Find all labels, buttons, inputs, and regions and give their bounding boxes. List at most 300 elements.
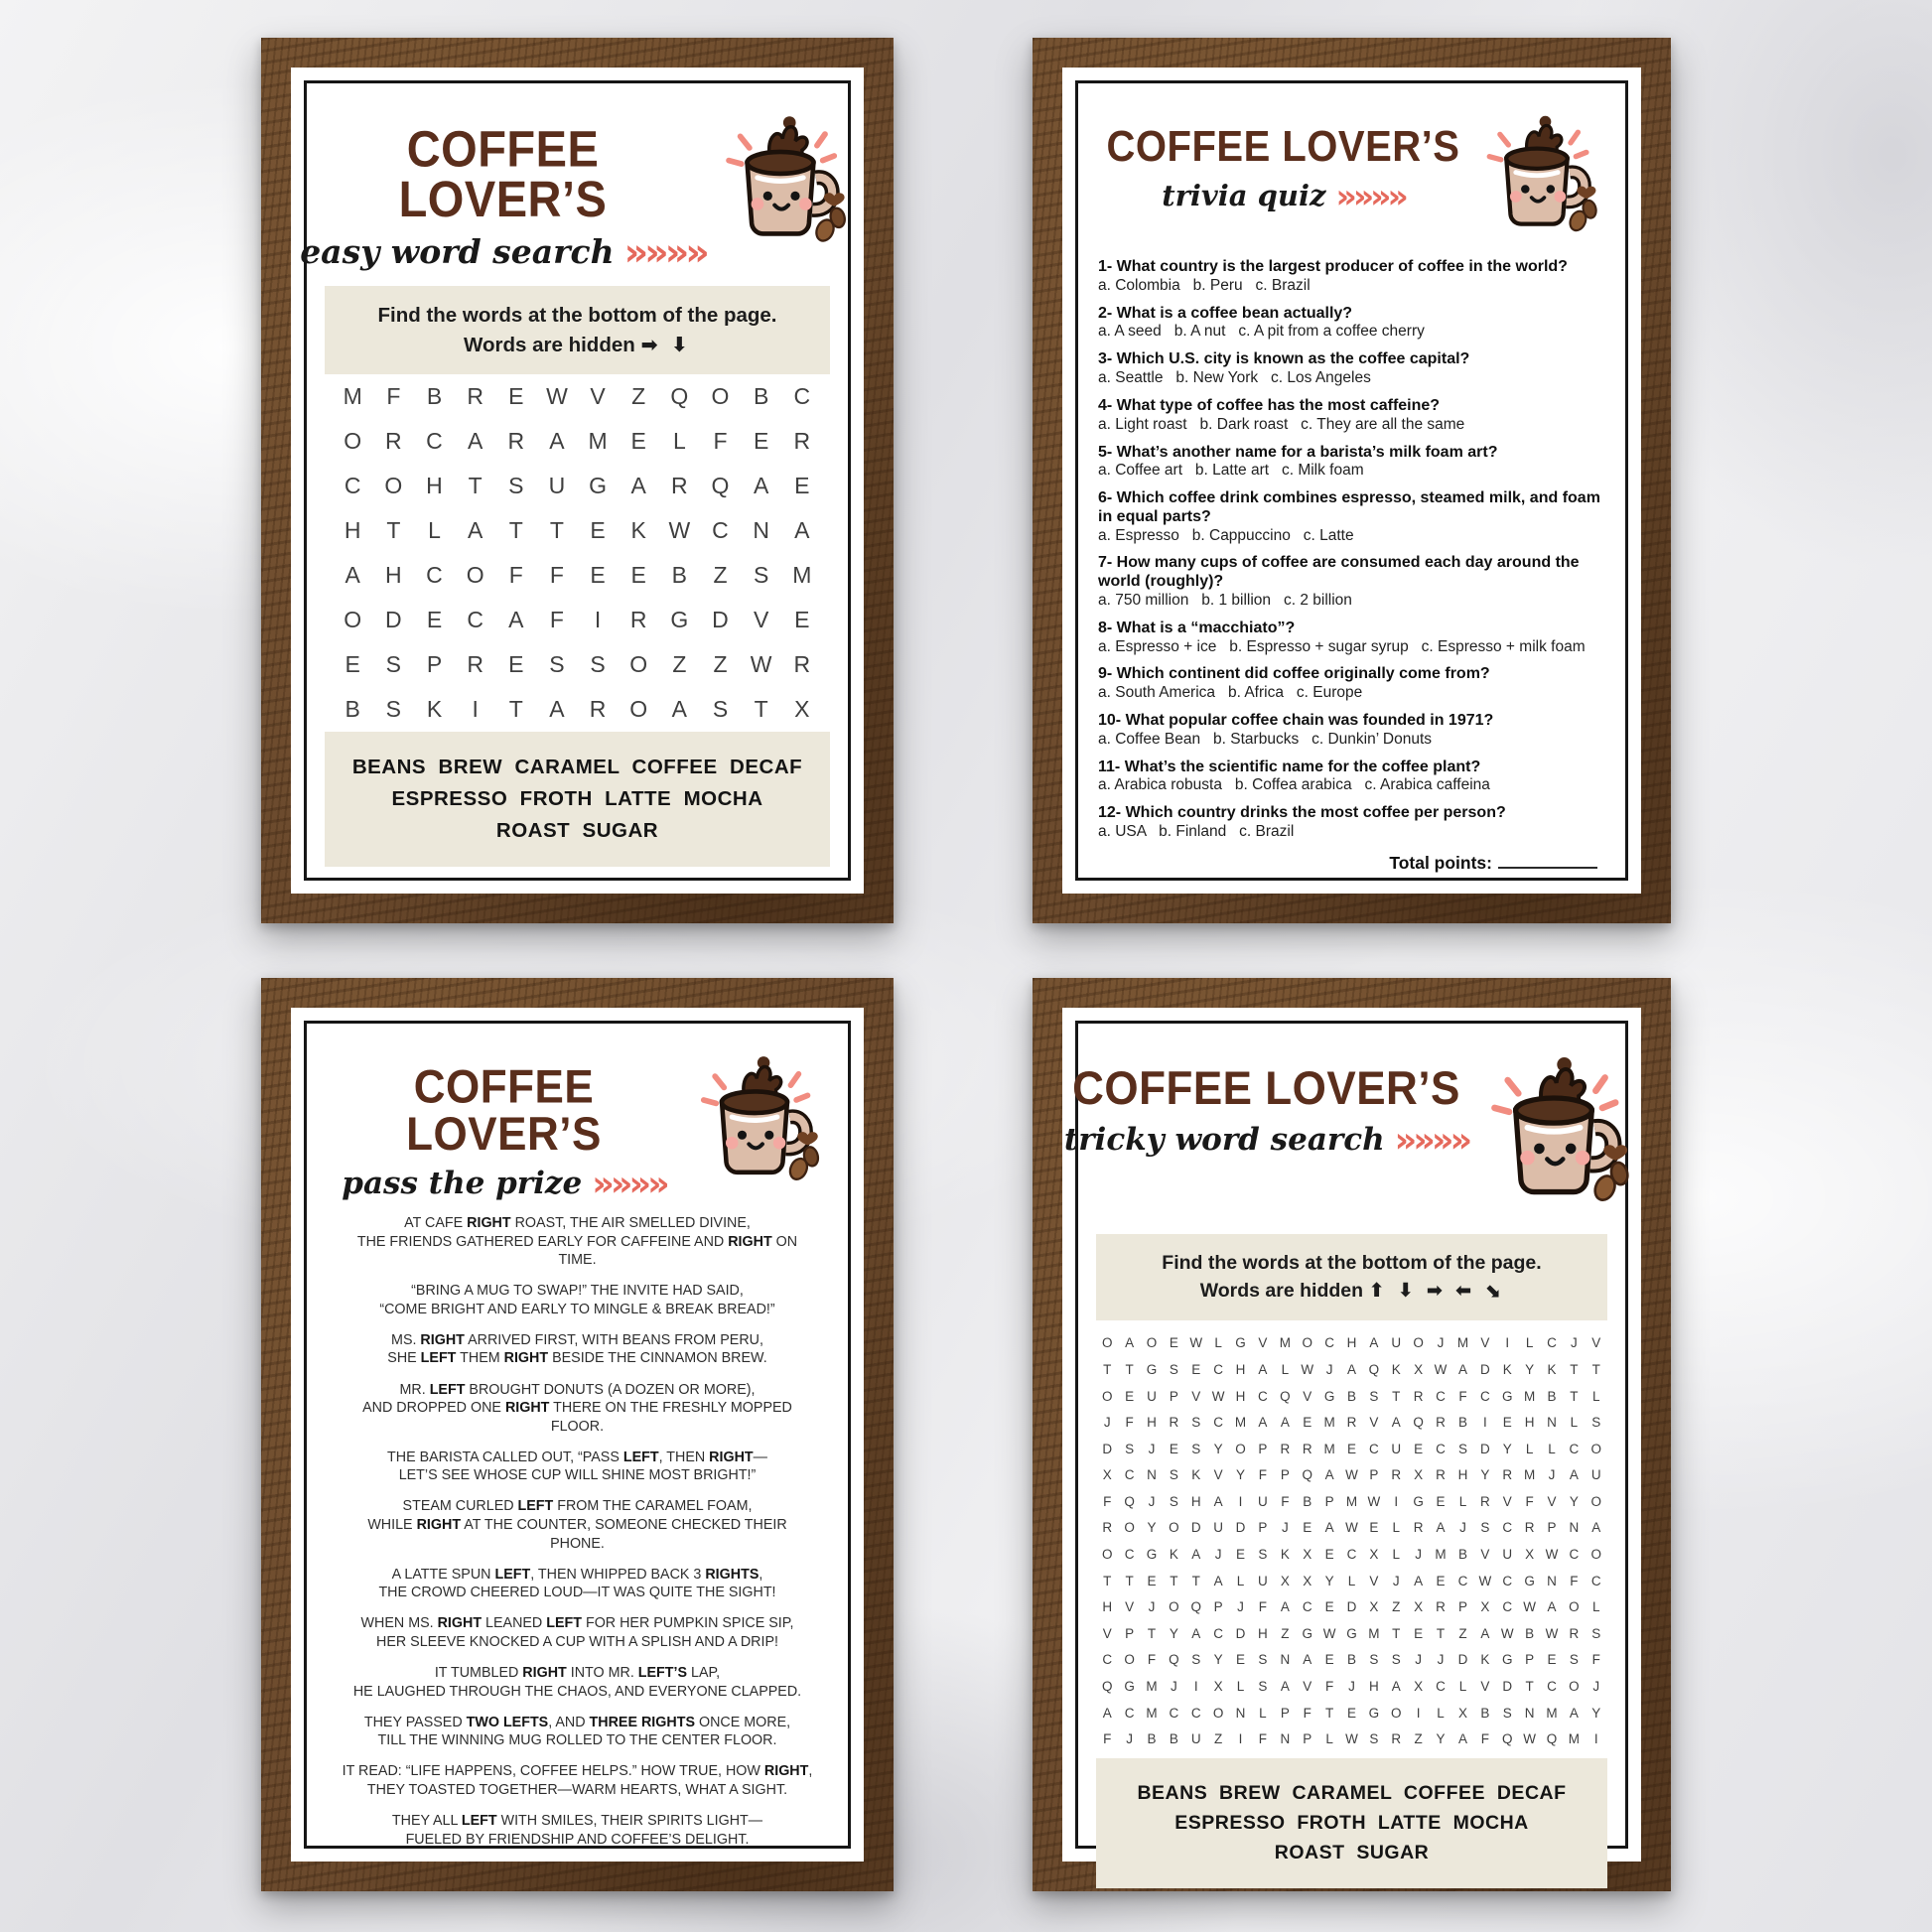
grid-letter: L <box>1259 1705 1267 1721</box>
grid-letter: W <box>1322 1625 1336 1641</box>
grid-letter: T <box>468 473 483 499</box>
grid-letter: D <box>1235 1520 1246 1536</box>
grid-letter: F <box>1103 1493 1112 1509</box>
poem-stanza: THEY PASSED TWO LEFTS, AND THREE RIGHTS ONCE MORE, TILL THE WINNING MUG ROLLED TO THE CENTER FLOOR. <box>363 1714 791 1749</box>
grid-letter: L <box>1236 1573 1245 1588</box>
grid-letter: S <box>1258 1652 1268 1668</box>
grid-letter: M <box>792 562 812 589</box>
grid-letter: I <box>1593 1731 1598 1747</box>
word-list-line: BEANS BREW CARAMEL COFFEE DECAF <box>1137 1782 1567 1805</box>
grid-letter: R <box>1413 1520 1424 1536</box>
grid-letter: W <box>668 517 691 544</box>
grid-letter: O <box>1235 1441 1246 1456</box>
grid-letter: P <box>1169 1388 1178 1404</box>
total-points-row <box>1096 851 1607 878</box>
grid-letter: V <box>1213 1467 1223 1483</box>
grid-letter: P <box>1280 1705 1290 1721</box>
grid-letter: S <box>1569 1652 1579 1668</box>
grid-letter: Q <box>670 383 689 410</box>
card-subtitle: easy word search <box>300 232 615 271</box>
grid-letter: F <box>1125 1415 1134 1431</box>
grid-letter: L <box>1570 1415 1579 1431</box>
grid-letter: E <box>1346 1441 1356 1456</box>
grid-letter: C <box>1213 1415 1224 1431</box>
grid-letter: A <box>1324 1520 1334 1536</box>
grid-letter: Z <box>1214 1731 1223 1747</box>
grid-letter: S <box>1591 1625 1601 1641</box>
grid-letter: V <box>1480 1335 1490 1351</box>
grid-letter: C <box>1324 1335 1334 1351</box>
grid-letter: C <box>1547 1335 1557 1351</box>
grid-letter: B <box>671 562 688 589</box>
question-text: 3- Which U.S. city is known as the coffee capital? <box>1098 350 1470 368</box>
grid-letter: H <box>1524 1415 1535 1431</box>
grid-letter: T <box>1147 1625 1157 1641</box>
grid-letter: T <box>1591 1361 1600 1377</box>
grid-letter: R <box>1346 1415 1357 1431</box>
grid-letter: O <box>1101 1335 1113 1351</box>
instruction-band <box>1096 1234 1607 1320</box>
grid-letter: R <box>1169 1415 1179 1431</box>
grid-letter: A <box>1191 1547 1201 1563</box>
grid-letter: H <box>1190 1493 1201 1509</box>
word-search-grid <box>333 374 823 732</box>
grid-letter: A <box>1569 1705 1579 1721</box>
card-paper <box>1062 1008 1641 1862</box>
grid-letter: W <box>1545 1547 1559 1563</box>
grid-letter: R <box>629 607 647 633</box>
grid-letter: J <box>1392 1573 1400 1588</box>
grid-letter: M <box>1523 1388 1536 1404</box>
grid-letter: U <box>1258 1573 1268 1588</box>
word-list-line: ROAST SUGAR <box>1274 1842 1430 1864</box>
grid-letter: A <box>1125 1335 1135 1351</box>
grid-letter: A <box>549 696 565 723</box>
instruction-band <box>325 286 830 374</box>
grid-letter: L <box>1347 1573 1356 1588</box>
grid-letter: T <box>1324 1705 1334 1721</box>
grid-letter: F <box>1525 1493 1534 1509</box>
grid-letter: C <box>426 428 443 455</box>
grid-letter: O <box>1391 1705 1402 1721</box>
grid-letter: U <box>1391 1441 1402 1456</box>
grid-letter: P <box>1525 1652 1535 1668</box>
grid-letter: G <box>1346 1625 1357 1641</box>
grid-letter: L <box>1458 1679 1467 1695</box>
grid-letter: M <box>1435 1547 1447 1563</box>
grid-letter: D <box>1102 1441 1113 1456</box>
grid-letter: K <box>1280 1547 1290 1563</box>
title-block <box>1064 1051 1468 1161</box>
grid-letter: Q <box>1413 1415 1424 1431</box>
grid-letter: P <box>1303 1731 1312 1747</box>
grid-letter: P <box>1258 1520 1268 1536</box>
grid-letter: K <box>1480 1652 1490 1668</box>
grid-letter: H <box>1235 1388 1246 1404</box>
grid-letter: A <box>1414 1573 1424 1588</box>
grid-letter: Z <box>1458 1625 1467 1641</box>
grid-letter: M <box>1146 1705 1158 1721</box>
word-list-line: BEANS BREW CARAMEL COFFEE DECAF <box>351 756 803 779</box>
grid-letter: L <box>428 517 441 544</box>
direction-arrows-icon: ⬆ ⬇ ➡ ⬅ ⬊ <box>1368 1279 1504 1303</box>
subtitle-row <box>1064 1121 1468 1161</box>
grid-letter: B <box>1480 1705 1490 1721</box>
grid-letter: O <box>1569 1679 1580 1695</box>
card-title: COFFEE LOVER’S <box>406 1060 602 1161</box>
grid-letter: A <box>1280 1415 1290 1431</box>
grid-letter: E <box>1147 1573 1157 1588</box>
answer-options: a. Coffee art b. Latte art c. Milk foam <box>1098 462 1364 480</box>
grid-letter: J <box>1325 1361 1333 1377</box>
grid-letter: V <box>1369 1573 1379 1588</box>
grid-letter: J <box>1148 1599 1156 1615</box>
grid-letter: E <box>1303 1520 1312 1536</box>
quiz-question <box>1098 759 1605 796</box>
grid-letter: V <box>1258 1335 1268 1351</box>
instruction-line1: Find the words at the bottom of the page. <box>1162 1252 1542 1274</box>
grid-letter: C <box>1436 1388 1446 1404</box>
grid-letter: U <box>548 473 566 499</box>
grid-letter: I <box>1505 1335 1510 1351</box>
grid-letter: E <box>1369 1520 1379 1536</box>
grid-letter: O <box>1302 1335 1312 1351</box>
grid-letter: A <box>549 428 565 455</box>
grid-letter: G <box>1501 1652 1513 1668</box>
grid-letter: R <box>467 383 483 410</box>
grid-letter: R <box>507 428 525 455</box>
grid-letter: V <box>1480 1679 1490 1695</box>
grid-letter: J <box>1148 1493 1156 1509</box>
grid-letter: X <box>1480 1599 1490 1615</box>
grid-letter: F <box>386 383 401 410</box>
grid-letter: A <box>1346 1361 1356 1377</box>
grid-letter: X <box>1369 1599 1379 1615</box>
grid-letter: S <box>1369 1388 1379 1404</box>
grid-letter: R <box>793 428 811 455</box>
grid-letter: A <box>1457 1361 1467 1377</box>
poem-stanza: AT CAFE RIGHT ROAST, THE AIR SMELLED DIVINE, THE FRIENDS GATHERED EARLY FOR CAFFEINE AND RIGHT ON TIME. <box>356 1215 798 1269</box>
grid-letter: R <box>1413 1388 1424 1404</box>
grid-letter: A <box>1591 1520 1601 1536</box>
grid-letter: R <box>467 651 483 678</box>
total-points-blank <box>1498 853 1597 869</box>
grid-letter: G <box>1124 1679 1135 1695</box>
grid-letter: N <box>1547 1415 1557 1431</box>
grid-letter: N <box>1569 1520 1580 1536</box>
quiz-question <box>1098 305 1605 343</box>
grid-letter: A <box>1303 1652 1312 1668</box>
grid-letter: S <box>753 562 769 589</box>
grid-letter: Z <box>713 651 728 678</box>
grid-letter: O <box>1101 1388 1113 1404</box>
grid-letter: X <box>1414 1599 1424 1615</box>
grid-letter: L <box>1392 1547 1401 1563</box>
grid-letter: F <box>1258 1599 1268 1615</box>
grid-letter: X <box>1414 1361 1424 1377</box>
answer-options: a. A seed b. A nut c. A pit from a coffee cherry <box>1098 323 1425 341</box>
grid-letter: X <box>1102 1467 1112 1483</box>
grid-letter: A <box>1258 1415 1268 1431</box>
grid-letter: R <box>1391 1467 1402 1483</box>
grid-letter: E <box>1303 1415 1312 1431</box>
grid-letter: A <box>1369 1335 1379 1351</box>
subtitle-row <box>327 1165 681 1204</box>
grid-letter: Y <box>1324 1573 1334 1588</box>
grid-letter: W <box>1211 1388 1225 1404</box>
grid-letter: V <box>1303 1679 1312 1695</box>
grid-letter: F <box>1458 1388 1467 1404</box>
grid-letter: F <box>549 607 564 633</box>
grid-letter: M <box>1523 1467 1536 1483</box>
grid-letter: G <box>1323 1388 1335 1404</box>
grid-letter: A <box>630 473 646 499</box>
card-easy-word-search <box>261 38 894 923</box>
grid-letter: Z <box>713 562 728 589</box>
grid-letter: A <box>1213 1573 1223 1588</box>
grid-letter: K <box>426 696 443 723</box>
grid-letter: J <box>1148 1441 1156 1456</box>
grid-letter: M <box>1568 1731 1581 1747</box>
grid-letter: V <box>1125 1599 1135 1615</box>
grid-letter: R <box>1436 1599 1446 1615</box>
card-paper <box>291 68 864 894</box>
grid-letter: P <box>1280 1467 1290 1483</box>
grid-letter: O <box>1590 1493 1602 1509</box>
poem-stanza: STEAM CURLED LEFT FROM THE CARAMEL FOAM, WHILE RIGHT AT THE COUNTER, SOMEONE CHECKED THEIR PHONE. <box>367 1498 787 1552</box>
grid-letter: U <box>1147 1388 1157 1404</box>
grid-letter: V <box>1502 1493 1512 1509</box>
grid-letter: E <box>590 517 606 544</box>
grid-letter: W <box>1345 1520 1358 1536</box>
grid-letter: E <box>794 473 810 499</box>
grid-letter: C <box>344 473 361 499</box>
grid-letter: O <box>1212 1705 1224 1721</box>
grid-letter: J <box>1437 1335 1445 1351</box>
grid-letter: J <box>1103 1415 1111 1431</box>
grid-letter: V <box>1480 1547 1490 1563</box>
grid-letter: E <box>1236 1547 1246 1563</box>
card-title: COFFEE LOVER’S <box>1072 1062 1460 1115</box>
grid-letter: I <box>472 696 479 723</box>
grid-letter: V <box>1369 1415 1379 1431</box>
grid-letter: A <box>1324 1467 1334 1483</box>
grid-letter: B <box>1147 1731 1157 1747</box>
grid-letter: E <box>1324 1652 1334 1668</box>
grid-letter: H <box>344 517 361 544</box>
grid-letter: M <box>1323 1415 1335 1431</box>
grid-letter: M <box>1146 1679 1158 1695</box>
grid-letter: Y <box>1213 1441 1223 1456</box>
grid-letter: E <box>1324 1547 1334 1563</box>
grid-letter: W <box>1500 1625 1514 1641</box>
poem-stanza: IT READ: “LIFE HAPPENS, COFFEE HELPS.” HOW TRUE, HOW RIGHT, THEY TOASTED TOGETHER—WARM HEARTS, WHAT A SIGHT. <box>342 1763 813 1798</box>
grid-letter: I <box>1394 1493 1399 1509</box>
grid-letter: M <box>1279 1335 1291 1351</box>
grid-letter: S <box>1191 1415 1201 1431</box>
grid-letter: O <box>1146 1335 1158 1351</box>
grid-letter: A <box>1280 1599 1290 1615</box>
grid-letter: P <box>1324 1493 1334 1509</box>
card-border <box>1063 1021 1628 1864</box>
grid-letter: Q <box>711 473 730 499</box>
grid-letter: R <box>1102 1520 1113 1536</box>
question-text: 4- What type of coffee has the most caffeine? <box>1098 396 1441 414</box>
instruction-line1: Find the words at the bottom of the page. <box>377 304 777 327</box>
grid-letter: S <box>1191 1441 1201 1456</box>
answer-options: a. South America b. Africa c. Europe <box>1098 684 1363 702</box>
grid-letter: E <box>1547 1652 1557 1668</box>
grid-letter: O <box>1590 1441 1602 1456</box>
grid-letter: L <box>1281 1361 1290 1377</box>
grid-letter: C <box>1457 1573 1468 1588</box>
grid-letter: H <box>1102 1599 1113 1615</box>
grid-letter: X <box>1457 1705 1467 1721</box>
card-tricky-word-search <box>1033 978 1671 1891</box>
grid-letter: R <box>1569 1625 1580 1641</box>
question-text: 9- Which continent did coffee originally come from? <box>1098 665 1490 683</box>
grid-letter: S <box>1258 1547 1268 1563</box>
grid-letter: P <box>426 651 443 678</box>
grid-letter: Q <box>1302 1467 1312 1483</box>
grid-letter: E <box>1414 1625 1424 1641</box>
grid-letter: E <box>630 562 646 589</box>
grid-letter: E <box>1414 1441 1424 1456</box>
grid-letter: H <box>385 562 402 589</box>
grid-letter: X <box>1303 1547 1312 1563</box>
grid-letter: E <box>1436 1493 1446 1509</box>
grid-letter: P <box>1457 1599 1467 1615</box>
answer-options: a. Espresso b. Cappuccino c. Latte <box>1098 526 1354 544</box>
grid-letter: M <box>1234 1415 1247 1431</box>
grid-letter: N <box>1147 1467 1157 1483</box>
grid-letter: S <box>1169 1493 1178 1509</box>
answer-options: a. 750 million b. 1 billion c. 2 billion <box>1098 591 1352 609</box>
grid-letter: X <box>1280 1573 1290 1588</box>
grid-letter: R <box>671 473 688 499</box>
grid-letter: Q <box>1280 1388 1291 1404</box>
card-paper <box>291 1008 864 1862</box>
grid-letter: T <box>1570 1361 1579 1377</box>
grid-letter: A <box>1547 1599 1557 1615</box>
grid-letter: C <box>1436 1441 1446 1456</box>
grid-letter: W <box>1345 1467 1358 1483</box>
grid-letter: T <box>1125 1361 1134 1377</box>
grid-letter: R <box>1302 1441 1312 1456</box>
question-text: 7- How many cups of coffee are consumed each day around the world (roughly)? <box>1098 554 1580 591</box>
question-text: 2- What is a coffee bean actually? <box>1098 304 1353 322</box>
quiz-question <box>1098 804 1605 842</box>
grid-letter: O <box>1101 1547 1113 1563</box>
grid-letter: F <box>1258 1467 1268 1483</box>
grid-letter: B <box>426 383 443 410</box>
grid-letter: I <box>1193 1679 1198 1695</box>
grid-letter: C <box>1169 1705 1179 1721</box>
grid-letter: H <box>1346 1335 1357 1351</box>
card-subtitle: tricky word search <box>1063 1122 1385 1158</box>
chevrons-icon: »»»» <box>623 230 706 274</box>
grid-letter: W <box>1434 1361 1448 1377</box>
grid-letter: A <box>467 428 483 455</box>
grid-letter: X <box>1414 1679 1424 1695</box>
grid-letter: A <box>1102 1705 1112 1721</box>
grid-letter: C <box>793 383 811 410</box>
grid-letter: X <box>1525 1547 1535 1563</box>
grid-letter: E <box>590 562 606 589</box>
grid-letter: A <box>1280 1679 1290 1695</box>
grid-letter: N <box>753 517 769 544</box>
grid-letter: T <box>508 696 523 723</box>
grid-letter: N <box>1280 1652 1291 1668</box>
grid-letter: F <box>1258 1731 1268 1747</box>
grid-letter: F <box>1303 1705 1311 1721</box>
grid-letter: G <box>1146 1361 1158 1377</box>
grid-letter: F <box>1591 1652 1600 1668</box>
grid-letter: H <box>426 473 443 499</box>
grid-letter: C <box>1569 1547 1580 1563</box>
grid-letter: A <box>1569 1467 1579 1483</box>
grid-letter: G <box>589 473 608 499</box>
grid-letter: E <box>794 607 810 633</box>
grid-letter: V <box>1591 1335 1601 1351</box>
grid-letter: P <box>1547 1520 1557 1536</box>
grid-letter: Y <box>1591 1705 1601 1721</box>
grid-letter: W <box>1367 1493 1381 1509</box>
word-list-line: ESPRESSO FROTH LATTE MOCHA <box>391 787 763 811</box>
grid-letter: L <box>1525 1441 1534 1456</box>
grid-letter: S <box>1391 1652 1401 1668</box>
grid-letter: R <box>1280 1441 1291 1456</box>
grid-letter: S <box>385 696 402 723</box>
grid-letter: T <box>508 517 523 544</box>
grid-letter: T <box>1436 1625 1446 1641</box>
question-text: 8- What is a “macchiato”? <box>1098 619 1296 636</box>
grid-letter: R <box>1436 1415 1446 1431</box>
grid-letter: Y <box>1436 1731 1446 1747</box>
grid-letter: W <box>1189 1335 1203 1351</box>
grid-letter: W <box>546 383 568 410</box>
grid-letter: O <box>1124 1520 1135 1536</box>
grid-letter: C <box>1302 1599 1312 1615</box>
grid-letter: J <box>1415 1547 1423 1563</box>
grid-letter: V <box>1547 1493 1557 1509</box>
chevrons-icon: »»»» <box>1394 1121 1469 1161</box>
card-subtitle: pass the prize <box>342 1166 583 1201</box>
quiz-question <box>1098 397 1605 435</box>
title-block <box>300 111 706 274</box>
grid-letter: M <box>1456 1335 1469 1351</box>
grid-letter: C <box>1547 1679 1557 1695</box>
card-header <box>1063 1037 1607 1226</box>
grid-letter: R <box>385 428 402 455</box>
grid-letter: U <box>1391 1335 1402 1351</box>
grid-letter: E <box>345 651 360 678</box>
grid-letter: D <box>1190 1520 1201 1536</box>
grid-letter: Q <box>1368 1361 1380 1377</box>
grid-letter: K <box>1391 1361 1401 1377</box>
grid-letter: S <box>549 651 565 678</box>
grid-letter: C <box>712 517 729 544</box>
grid-letter: C <box>1436 1679 1446 1695</box>
grid-letter: I <box>1238 1493 1243 1509</box>
grid-letter: N <box>1547 1573 1557 1588</box>
grid-letter: O <box>344 607 362 633</box>
quiz-question <box>1098 350 1605 388</box>
answer-options: a. Light roast b. Dark roast c. They are all the same <box>1098 415 1465 433</box>
word-list <box>325 732 830 866</box>
grid-letter: D <box>712 607 729 633</box>
grid-letter: R <box>1391 1731 1402 1747</box>
